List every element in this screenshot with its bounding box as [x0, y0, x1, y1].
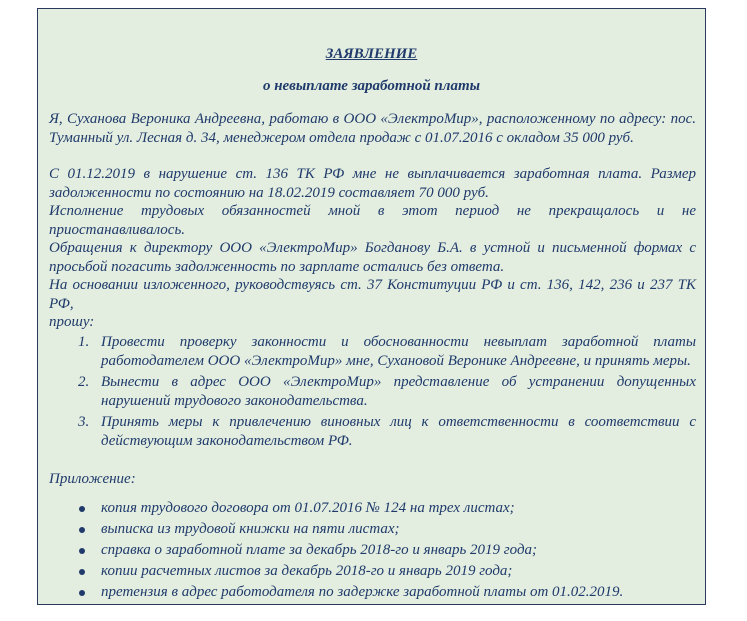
bullet-icon — [79, 548, 85, 554]
list-item — [49, 333, 696, 370]
list-item — [49, 519, 696, 540]
document-subtitle: о невыплате заработной платы — [262, 78, 481, 94]
list-item — [49, 540, 696, 561]
list-item — [49, 413, 696, 450]
list-item — [49, 498, 696, 519]
bullet-icon — [79, 569, 85, 575]
bullet-icon — [79, 506, 85, 512]
document-panel — [37, 8, 706, 605]
list-item — [49, 582, 696, 603]
list-number: 2. — [78, 374, 90, 390]
list-item-text: выписка из трудовой книжки на пяти листах; — [101, 521, 400, 537]
list-item — [49, 373, 696, 410]
bullet-icon — [79, 590, 85, 596]
list-item-text: копии расчетных листов за декабрь 2018-го и январь 2019 года; — [101, 563, 513, 579]
list-item-text: Провести проверку законности и обоснованности невыплат заработной платы работодателем ООО «ЭлектроМир» мне, Сухановой Веронике Андреевне, и принять меры. — [101, 334, 696, 369]
list-item-text: Вынести в адрес ООО «ЭлектроМир» представление об устранении допущенных нарушений трудового законодательства. — [101, 374, 696, 409]
list-number: 1. — [78, 334, 90, 350]
list-item-text: копия трудового договора от 01.07.2016 № 124 на трех листах; — [101, 500, 515, 516]
paragraph-duties: Исполнение трудовых обязанностей мной в этот период не прекращалось и не приостанавливалось. — [49, 203, 696, 238]
paragraph-basis: На основании изложенного, руководствуясь ст. 37 Конституции РФ и ст. 136, 142, 236 и 237 ТК РФ, — [49, 277, 696, 312]
list-item-text: Принять меры к привлечению виновных лиц к ответственности в соответствии с действующим законодательством РФ. — [101, 414, 696, 449]
attachments-list — [49, 498, 696, 603]
bullet-icon — [79, 527, 85, 533]
list-number: 3. — [78, 414, 90, 430]
request-list — [49, 333, 696, 453]
attachments-label: Приложение: — [49, 471, 136, 487]
request-word: прошу: — [49, 314, 95, 330]
paragraph-appeals: Обращения к директору ООО «ЭлектроМир» Богданову Б.А. в устной и письменной формах с просьбой погасить задолженность по зарплате остались без ответа. — [49, 240, 696, 275]
paragraph-applicant: Я, Суханова Вероника Андреевна, работаю в ООО «ЭлектроМир», расположенному по адресу: пос. Туманный ул. Лесная д. 34, менеджером отдела продаж с 01.07.2016 с окладом 35 000 руб. — [49, 111, 696, 146]
document-title: ЗАЯВЛЕНИЕ — [325, 46, 418, 62]
paragraph-violation: С 01.12.2019 в нарушение ст. 136 ТК РФ мне не выплачивается заработная плата. Размер задолженности по состоянию на 18.02.2019 составляет 70 000 руб. — [49, 166, 696, 201]
list-item-text: справка о заработной плате за декабрь 2018-го и январь 2019 года; — [101, 542, 538, 558]
list-item — [49, 561, 696, 582]
list-item-text: претензия в адрес работодателя по задержке заработной платы от 01.02.2019. — [101, 584, 624, 600]
